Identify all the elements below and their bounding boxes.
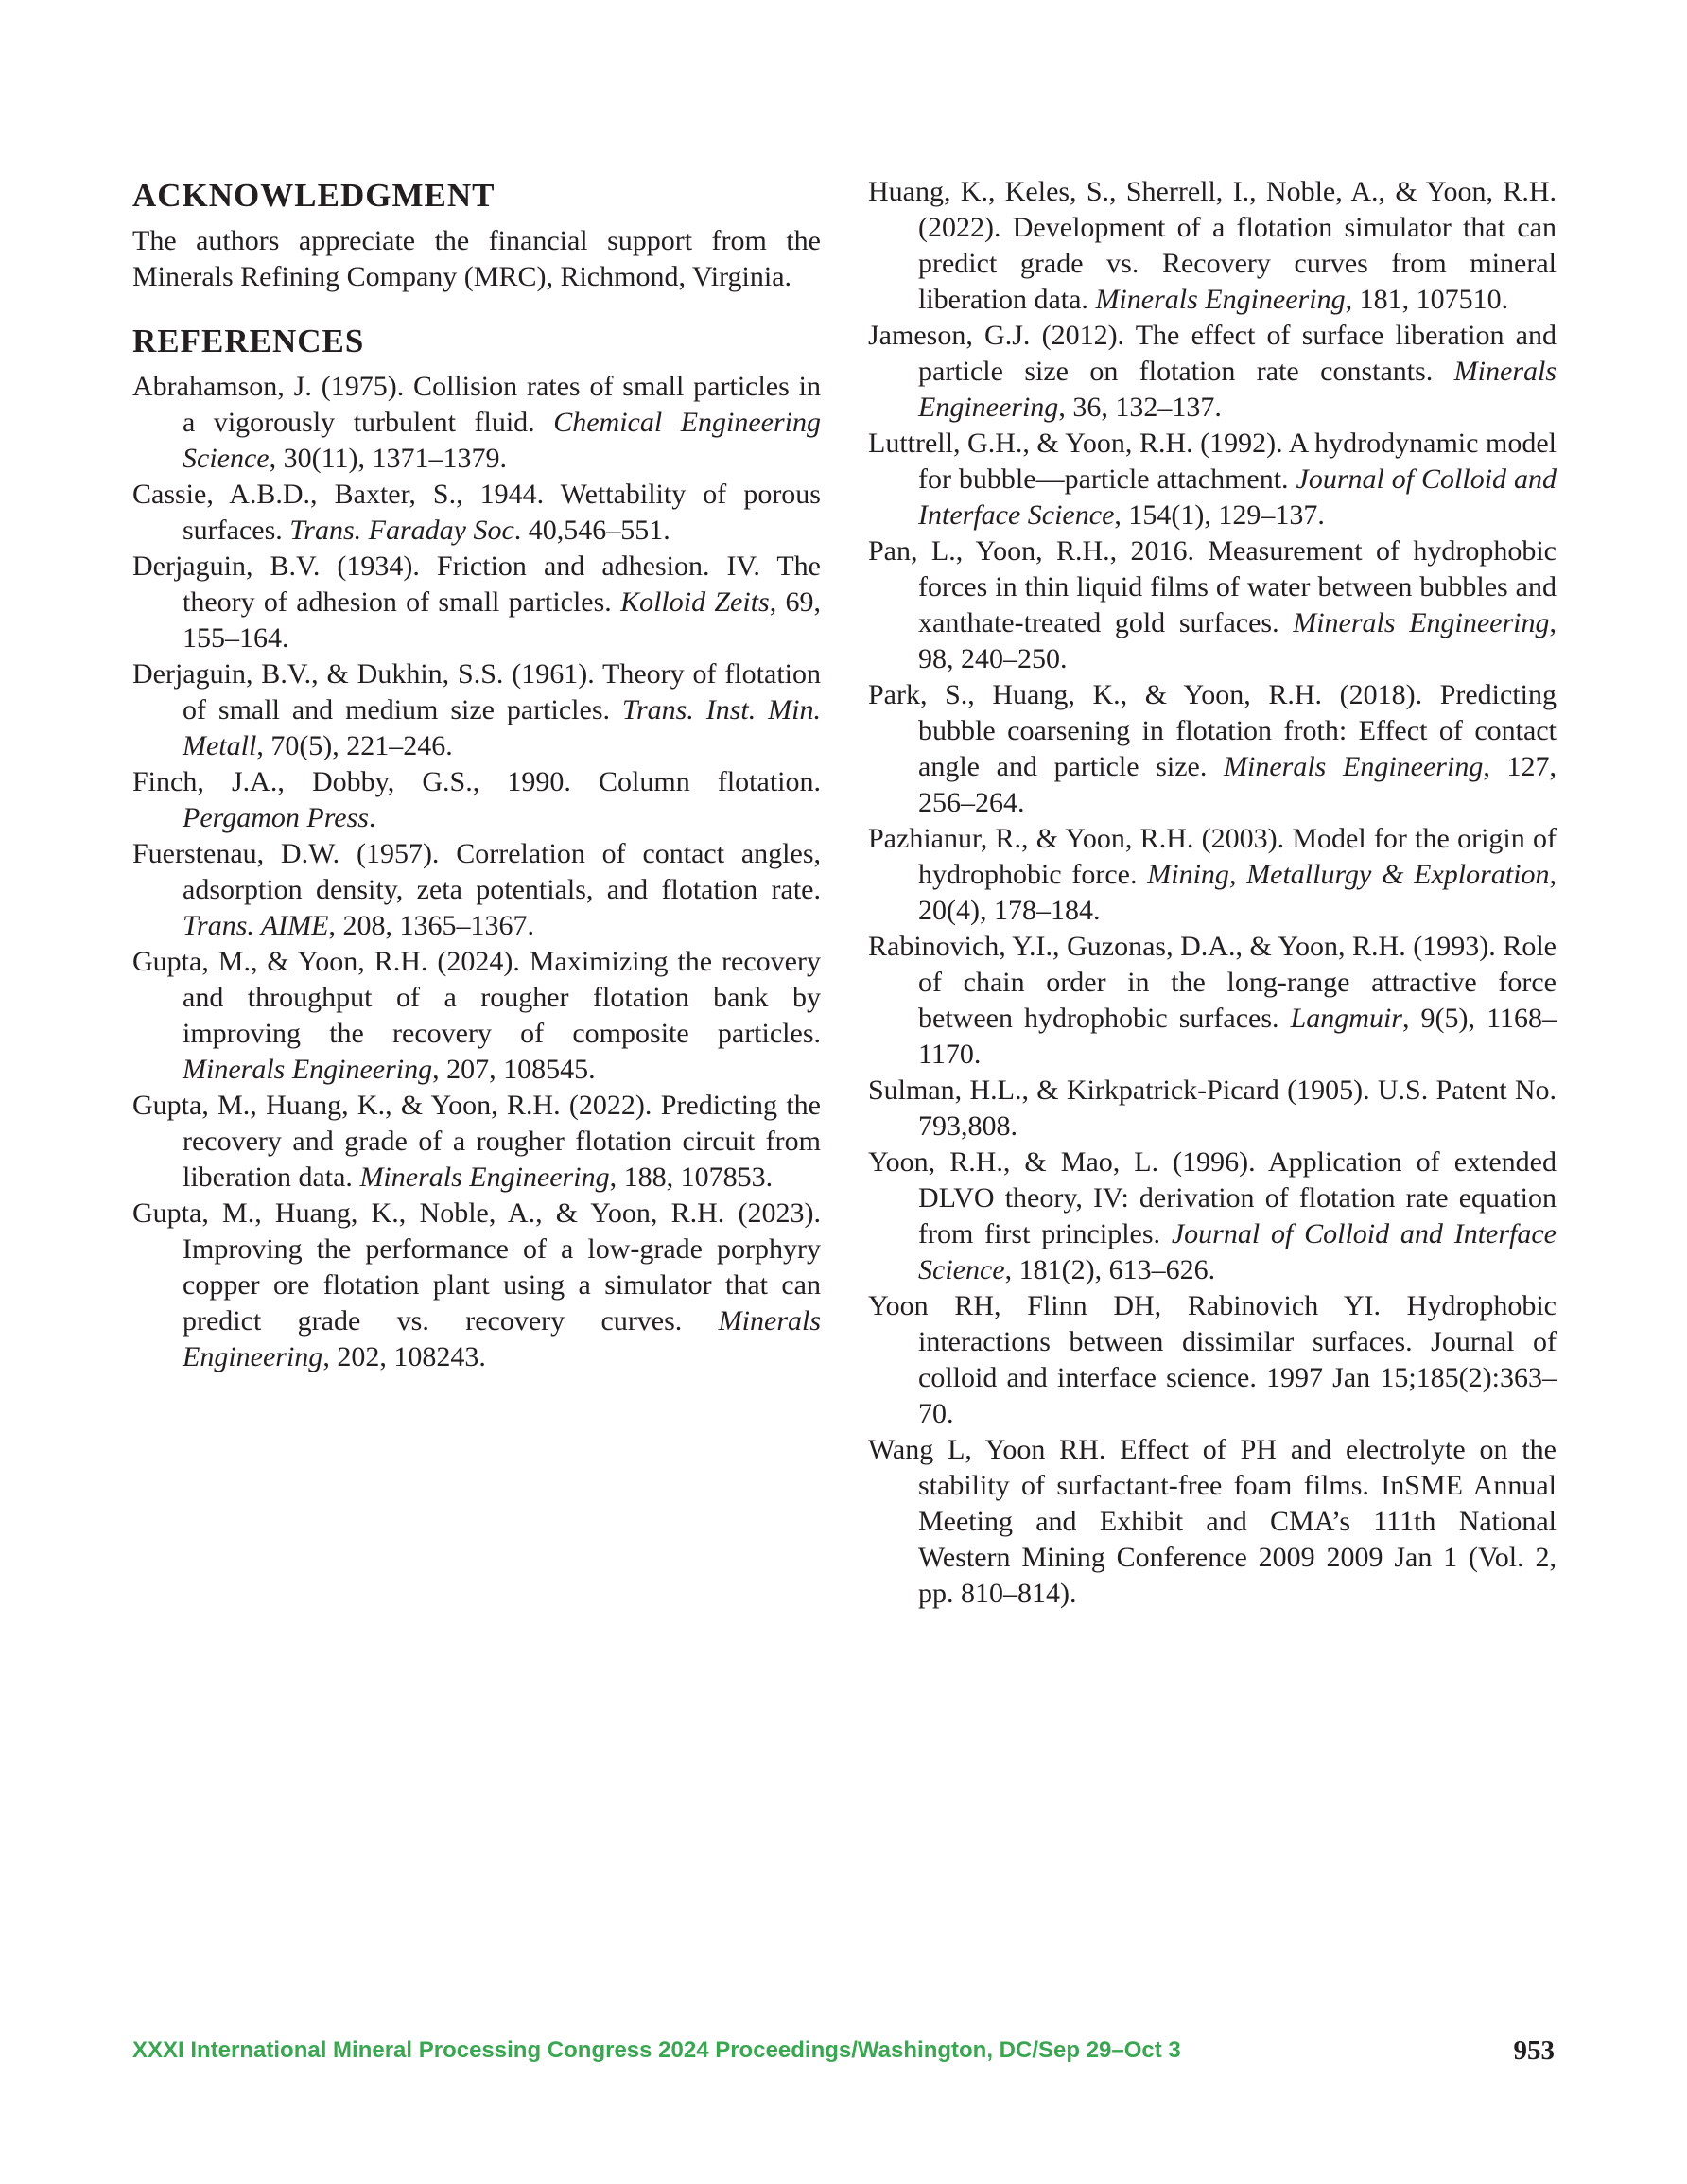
reference-item: Luttrell, G.H., & Yoon, R.H. (1992). A hydrodynamic model for bubble—particle attachment. Journal of Colloid and Interface Science, 154(1), 129–137. [868,428,1557,531]
acknowledgment-heading: ACKNOWLEDGMENT [132,177,496,214]
reference-item: Derjaguin, B.V., & Dukhin, S.S. (1961). Theory of flotation of small and medium size particles. Trans. Inst. Min. Metall, 70(5), 221–246. [132,658,821,761]
reference-item: Gupta, M., Huang, K., Noble, A., & Yoon, R.H. (2023). Improving the performance of a low-grade porphyry copper ore flotation plant using a simulator that can predict grade vs. recovery curves. Minerals Engineering, 202, 108243. [132,1197,821,1372]
references-heading: REFERENCES [132,323,365,359]
reference-item: Pazhianur, R., & Yoon, R.H. (2003). Model for the origin of hydrophobic force. Mining, Metallurgy & Exploration, 20(4), 178–184. [868,823,1557,926]
reference-item: Finch, J.A., Dobby, G.S., 1990. Column flotation. Pergamon Press. [132,766,821,833]
reference-item: Yoon, R.H., & Mao, L. (1996). Application of extended DLVO theory, IV: derivation of flotation rate equation from first principles. Journal of Colloid and Interface Science, 181(2), 613–626. [868,1146,1557,1285]
reference-item: Wang L, Yoon RH. Effect of PH and electrolyte on the stability of surfactant-free foam films. InSME Annual Meeting and Exhibit and CMA’s 111th National Western Mining Conference 2009 2009 Jan 1 (Vol. 2, pp. 810–814). [868,1434,1557,1609]
reference-list-left [132,369,821,1375]
page-number: 953 [1513,2035,1555,2066]
page-footer [132,2032,1555,2070]
reference-item: Huang, K., Keles, S., Sherrell, I., Noble, A., & Yoon, R.H. (2022). Development of a flotation simulator that can predict grade vs. Recovery curves from mineral liberation data. Minerals Engineering, 181, 107510. [868,176,1557,315]
reference-item: Yoon RH, Flinn DH, Rabinovich YI. Hydrophobic interactions between dissimilar surfaces. Journal of colloid and interface science. 1997 Jan 15;185(2):363–70. [868,1290,1557,1429]
reference-item: Abrahamson, J. (1975). Collision rates of small particles in a vigorously turbulent fluid. Chemical Engineering Science, 30(11), 1371–1379. [132,371,821,474]
reference-item: Pan, L., Yoon, R.H., 2016. Measurement of hydrophobic forces in thin liquid films of water between bubbles and xanthate-treated gold surfaces. Minerals Engineering, 98, 240–250. [868,535,1557,674]
reference-item: Derjaguin, B.V. (1934). Friction and adhesion. IV. The theory of adhesion of small particles. Kolloid Zeits, 69, 155–164. [132,550,822,654]
reference-item: Rabinovich, Y.I., Guzonas, D.A., & Yoon, R.H. (1993). Role of chain order in the long-range attractive force between hydrophobic surfaces. Langmuir, 9(5), 1168–1170. [868,931,1557,1070]
footer-conference-title: XXXI International Mineral Processing Congress 2024 Proceedings/Washington, DC/Sep 29–Oct 3 [132,2037,1181,2063]
reference-item: Jameson, G.J. (2012). The effect of surface liberation and particle size on flotation rate constants. Minerals Engineering, 36, 132–137. [868,320,1557,423]
reference-list-right [868,174,1557,1612]
acknowledgment-text: The authors appreciate the financial support from the Minerals Refining Company (MRC), Richmond, Virginia. [132,225,821,292]
left-column [132,174,821,1375]
reference-item: Sulman, H.L., & Kirkpatrick-Picard (1905). U.S. Patent No. 793,808. [868,1075,1557,1142]
reference-item: Cassie, A.B.D., Baxter, S., 1944. Wettability of porous surfaces. Trans. Faraday Soc. 40,546–551. [132,479,821,546]
reference-item: Gupta, M., & Yoon, R.H. (2024). Maximizing the recovery and throughput of a rougher flotation bank by improving the recovery of composite particles. Minerals Engineering, 207, 108545. [132,946,821,1085]
reference-item: Gupta, M., Huang, K., & Yoon, R.H. (2022). Predicting the recovery and grade of a rougher flotation circuit from liberation data. Minerals Engineering, 188, 107853. [132,1090,821,1193]
reference-item: Park, S., Huang, K., & Yoon, R.H. (2018). Predicting bubble coarsening in flotation froth: Effect of contact angle and particle size. Minerals Engineering, 127, 256–264. [868,679,1557,818]
reference-item: Fuerstenau, D.W. (1957). Correlation of contact angles, adsorption density, zeta potentials, and flotation rate. Trans. AIME, 208, 1365–1367. [132,838,821,941]
right-column [868,174,1557,1612]
